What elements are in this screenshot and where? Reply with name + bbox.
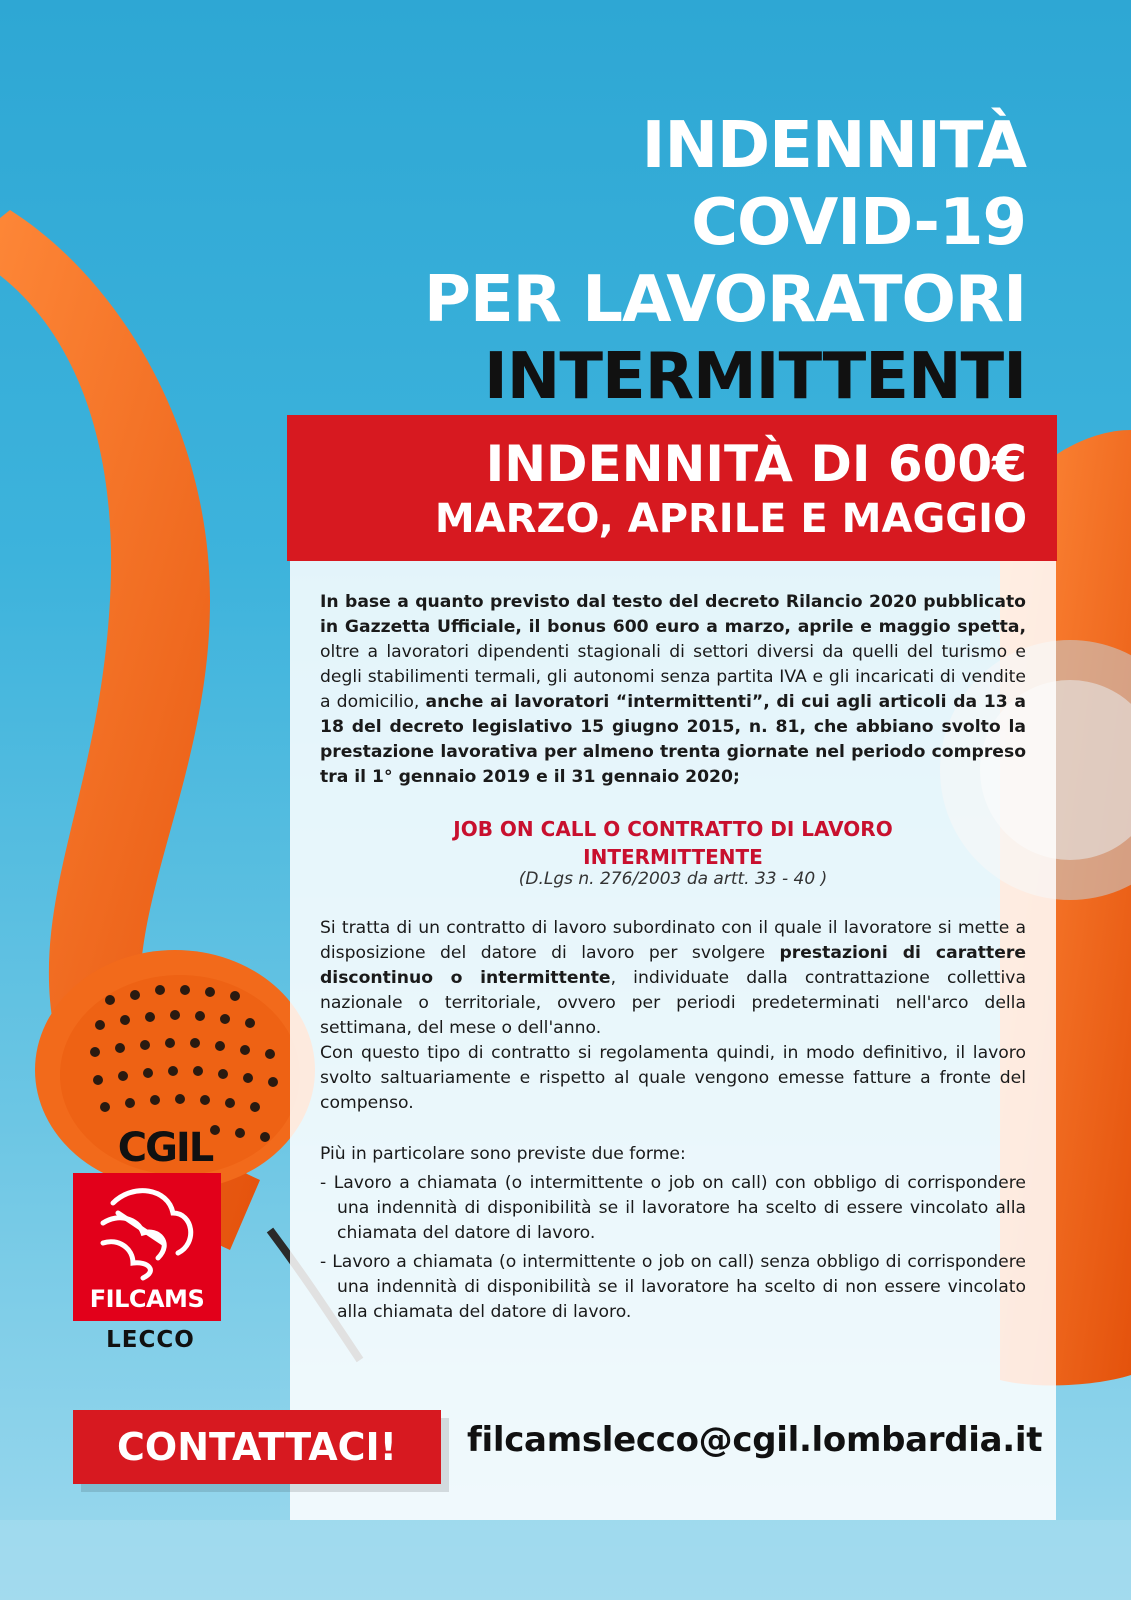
list-item: - Lavoro a chiamata (o intermittente o job on call) con obbligo di corrispondere una indennità di disponibilità se il lavoratore ha scelto di essere vincolato alla chiamata del datore di lavoro.: [320, 1173, 1026, 1243]
section-reference: (D.Lgs n. 276/2003 da artt. 33 - 40 ): [518, 869, 828, 889]
logo-city-text: LECCO: [106, 1327, 195, 1353]
p1-part-1: Si tratta di un contratto di lavoro subordinato con il quale il lavoratore si mette a disposizione del datore di lavoro per svolgere: [320, 918, 1026, 963]
contact-email-link[interactable]: filcamslecco@cgil.lombardia.it: [467, 1420, 1043, 1460]
section-title-line-1: JOB ON CALL O CONTRATTO DI LAVORO: [453, 817, 893, 841]
intro-regular-1: oltre a lavoratori dipendenti stagionali di settori diversi da quelli del turismo e degli stabilimenti termali, gli autonomi senza partita IVA e gli incaricati di vendite a domicilio,: [320, 642, 1026, 712]
p1-bold: prestazioni di carattere discontinuo o intermittente: [320, 943, 1026, 988]
body-paragraph-1: [320, 916, 1026, 1041]
logo-red-box: [73, 1173, 221, 1321]
cgil-filcams-logo: [73, 1125, 228, 1353]
content-body: [320, 590, 1026, 1325]
intro-bold-2: anche ai lavoratori “intermittenti”, di cui agli articoli da 13 a 18 del decreto legislativo 15 giugno 2015, n. 81, che abbiano svolto la prestazione lavorativa per almeno trenta giornate nel periodo compreso tra il 1° gennaio 2019 e il 31 gennaio 2020;: [320, 692, 1026, 787]
section-title-line-2: INTERMITTENTE: [583, 845, 763, 869]
section-title: [320, 812, 1026, 868]
intro-bold-1: In base a quanto previsto dal testo del decreto Rilancio 2020 pubblicato in Gazzetta Ufficiale, il bonus 600 euro a marzo, aprile e maggio spetta,: [320, 592, 1026, 637]
banner-months: MARZO, APRILE E MAGGIO: [434, 496, 1027, 542]
union-emblem-icon: [73, 1173, 221, 1283]
list-item: - Lavoro a chiamata (o intermittente o job on call) senza obbligo di corrispondere una indennità di disponibilità se il lavoratore ha scelto di non essere vincolato alla chiamata del datore di lavoro.: [320, 1252, 1026, 1322]
logo-filcams-text: FILCAMS: [89, 1285, 205, 1313]
amount-banner: [287, 415, 1057, 561]
p1-part-2: , individuate dalla contrattazione collettiva nazionale o territoriale, ovvero per periodi predeterminati nell'arco della settimana, del mese o dell'anno.: [320, 968, 1027, 1038]
contact-button[interactable]: CONTATTACI!: [73, 1410, 441, 1484]
body-paragraph-3: Più in particolare sono previste due forme:: [320, 1144, 686, 1164]
headline-line-1: INDENNITÀ: [641, 109, 1026, 183]
headline-line-3: PER LAVORATORI: [424, 263, 1026, 337]
body-paragraph-2: Con questo tipo di contratto si regolamenta quindi, in modo definitivo, il lavoro svolto saltuariamente e rispetto al quale vengono emesse fatture a fronte del compenso.: [320, 1043, 1026, 1113]
headline-line-2: COVID-19: [691, 186, 1026, 260]
intro-paragraph: [320, 590, 1026, 790]
headline-line-4: INTERMITTENTI: [483, 340, 1026, 414]
main-headline: [424, 108, 1026, 416]
banner-amount: INDENNITÀ DI 600€: [485, 435, 1027, 493]
logo-cgil-text: CGIL: [117, 1125, 213, 1171]
